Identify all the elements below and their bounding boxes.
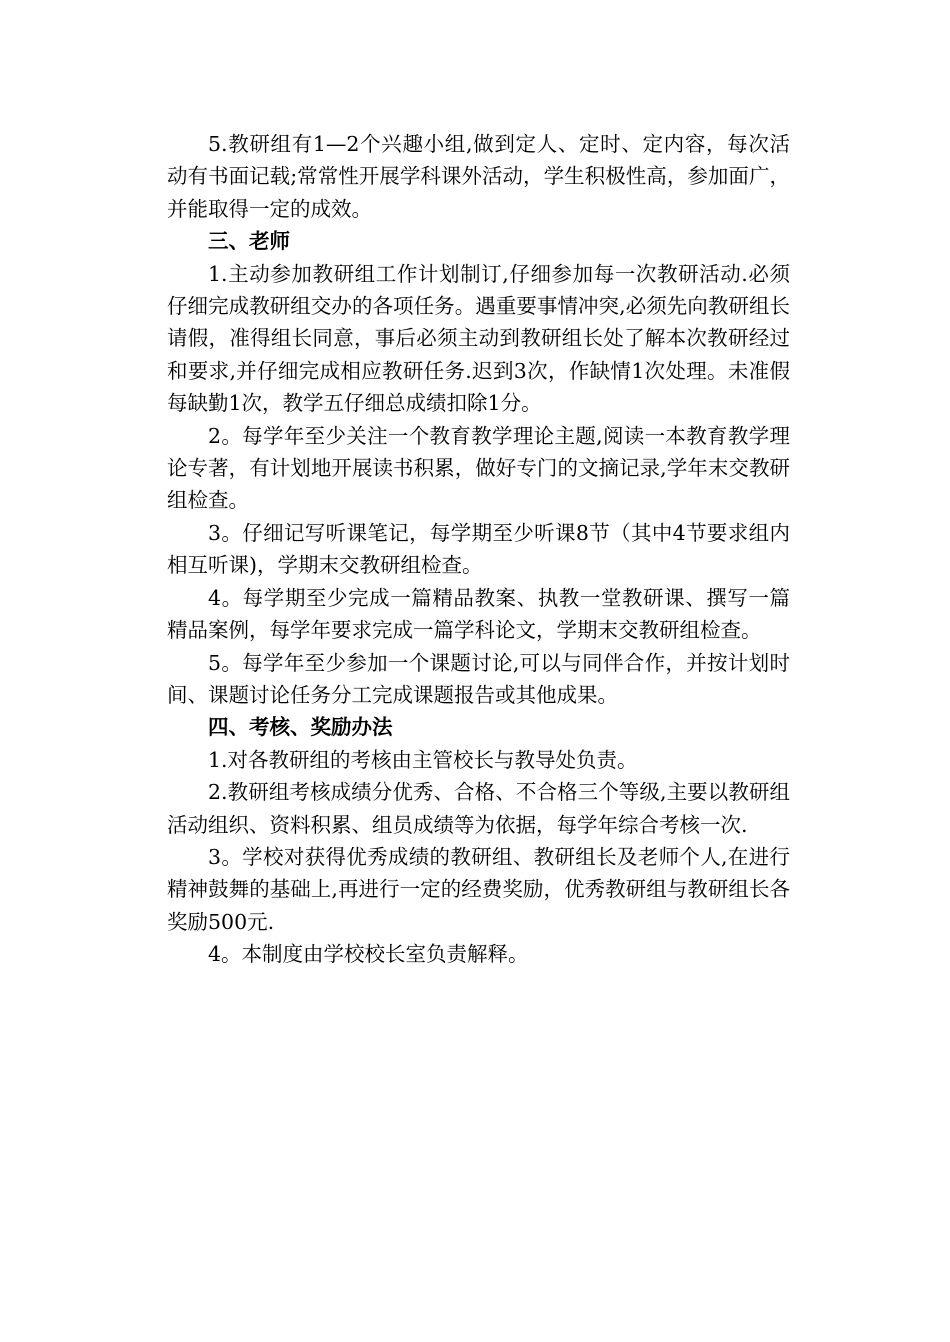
paragraph-assessment-1: 1.对各教研组的考核由主管校长与教导处负责。 (208, 747, 638, 772)
paragraph-assessment-2: 2.教研组考核成绩分优秀、合格、不合格三个等级,主要以教研组活动组织、资料积累、组员成绩等为依据，每学年综合考核一次. (167, 780, 790, 837)
paragraph-assessment-4: 4。本制度由学校校长室负责解释。 (208, 942, 529, 967)
paragraph-assessment-3: 3。学校对获得优秀成绩的教研组、教研组长及老师个人,在进行精神鼓舞的基础上,再进行一定的经费奖励，优秀教研组与教研组长各奖励500元. (167, 844, 790, 934)
paragraph-teacher-duty-3: 3。仔细记写听课笔记，每学期至少听课8节（其中4节要求组内相互听课)，学期末交教研组检查。 (167, 520, 790, 578)
paragraph-interest-groups: 5.教研组有1—2个兴趣小组,做到定人、定时、定内容，每次活动有书面记载;常常性开展学科课外活动，学生积极性高，参加面广，并能取得一定的成效。 (167, 132, 790, 221)
paragraph-teacher-duty-1: 1.主动参加教研组工作计划制订,仔细参加每一次教研活动.必须仔细完成教研组交办的各项任务。遇重要事情冲突,必须先向教研组长请假，准得组长同意，事后必须主动到教研组长处了解本次教研经过和要求,并仔细完成相应教研任务.迟到3次，作缺情1次处理。未准假每缺勤1次，教学五仔细总成绩扣除1分。 (167, 261, 790, 416)
section-heading-assessment: 四、考核、奖励办法 (208, 715, 393, 740)
section-heading-teachers: 三、老师 (208, 229, 290, 254)
paragraph-teacher-duty-5: 5。每学年至少参加一个课题讨论,可以与同伴合作，并按计划时间、课题讨论任务分工完成课题报告或其他成果。 (167, 650, 790, 707)
document-body (167, 128, 790, 971)
paragraph-teacher-duty-4: 4。每学期至少完成一篇精品教案、执教一堂教研课、撰写一篇精品案例，每学年要求完成一篇学科论文，学期末交教研组检查。 (167, 585, 790, 643)
paragraph-teacher-duty-2: 2。每学年至少关注一个教育教学理论主题,阅读一本教育教学理论专著，有计划地开展读书积累，做好专门的文摘记录,学年末交教研组检查。 (167, 423, 790, 513)
